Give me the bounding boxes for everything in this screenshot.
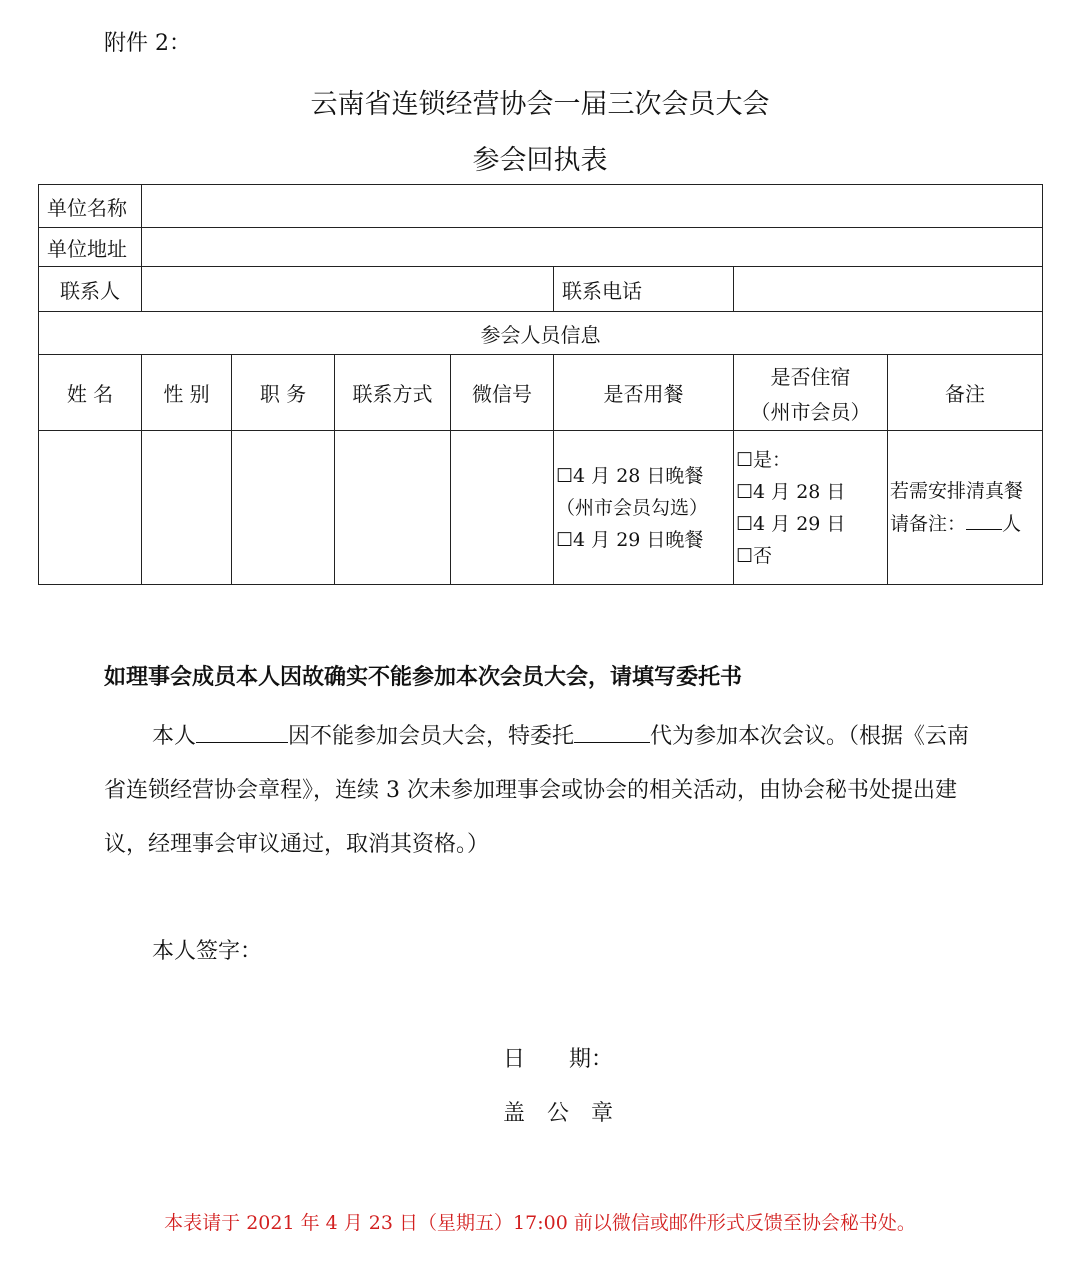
row-unit-address — [39, 228, 1043, 267]
contact-phone-label: 联系电话 — [554, 267, 734, 312]
contact-person-label: 联系人 — [39, 267, 142, 312]
remark-count-suffix: 人 — [1002, 513, 1022, 535]
document-subtitle: 参会回执表 — [472, 145, 608, 176]
col-header-remark: 备注 — [888, 355, 1043, 431]
attendee-position-cell[interactable] — [232, 431, 335, 585]
document-title: 云南省连锁经营协会一届三次会员大会 — [310, 89, 770, 120]
attendee-wechat-cell[interactable] — [451, 431, 554, 585]
remark-count-line — [890, 507, 1042, 540]
lodging-option-apr28[interactable]: ☐4 月 28 日 — [736, 480, 846, 503]
remark-halal-line: 若需安排清真餐 — [890, 480, 1024, 502]
attendee-gender-cell[interactable] — [142, 431, 232, 585]
proxy-body — [104, 710, 984, 872]
meal-option-apr28[interactable]: ☐4 月 28 日晚餐 — [556, 464, 704, 487]
col-header-position: 职 务 — [232, 355, 335, 431]
contact-phone-field[interactable] — [734, 267, 1043, 312]
proxy-text-3: 代为参加本次会议。（根据《云南省连锁经营协会章程》，连续 3 次未参加理事会或协会的相关活动，由协会秘书处提出建议，经理事会审议通过，取消其资格。） — [104, 724, 970, 857]
row-column-headers — [39, 355, 1043, 431]
lodging-option-yes[interactable]: ☐是： — [736, 448, 792, 471]
lodging-option-no[interactable]: ☐否 — [736, 544, 773, 567]
attendee-name-cell[interactable] — [39, 431, 142, 585]
unit-address-label: 单位地址 — [39, 228, 142, 267]
col-header-gender: 性 别 — [142, 355, 232, 431]
meal-option-apr29[interactable]: ☐4 月 29 日晚餐 — [556, 528, 704, 551]
col-header-lodging-line1: 是否住宿 — [770, 364, 851, 389]
contact-person-field[interactable] — [142, 267, 554, 312]
col-header-meal: 是否用餐 — [554, 355, 734, 431]
deadline-notice: 本表请于 2021 年 4 月 23 日（星期五）17:00 前以微信或邮件形式反馈至协会秘书处。 — [164, 1212, 916, 1234]
meal-option-note: （州市会员勾选） — [556, 496, 709, 519]
attachment-label: 附件 2： — [104, 31, 191, 56]
lodging-option-apr29[interactable]: ☐4 月 29 日 — [736, 512, 846, 535]
proxy-self-name-blank[interactable] — [196, 720, 288, 743]
meal-options-cell — [554, 431, 734, 585]
proxy-heading: 如理事会成员本人因故确实不能参加本次会员大会，请填写委托书 — [104, 664, 743, 690]
date-label: 日 期： — [503, 1047, 614, 1072]
col-header-wechat: 微信号 — [451, 355, 554, 431]
remark-count-blank[interactable] — [966, 507, 1002, 530]
col-header-lodging — [734, 355, 888, 431]
seal-label: 盖 公 章 — [503, 1101, 614, 1126]
receipt-form-table — [38, 184, 1043, 585]
row-section-header — [39, 312, 1043, 355]
lodging-options-cell — [734, 431, 888, 585]
row-contact — [39, 267, 1043, 312]
unit-address-field[interactable] — [142, 228, 1043, 267]
col-header-name: 姓 名 — [39, 355, 142, 431]
col-header-lodging-line2: （州市会员） — [750, 399, 871, 424]
unit-name-field[interactable] — [142, 185, 1043, 228]
col-header-contact-method: 联系方式 — [335, 355, 451, 431]
unit-name-label: 单位名称 — [39, 185, 142, 228]
proxy-text-1: 本人 — [152, 724, 197, 749]
attendee-row — [39, 431, 1043, 585]
proxy-delegate-name-blank[interactable] — [574, 720, 650, 743]
signature-label: 本人签字： — [152, 939, 263, 964]
attendee-contact-cell[interactable] — [335, 431, 451, 585]
row-unit-name — [39, 185, 1043, 228]
remark-cell — [888, 431, 1043, 585]
proxy-text-2: 因不能参加会员大会，特委托 — [288, 724, 575, 749]
attendee-info-header: 参会人员信息 — [39, 312, 1043, 355]
remark-count-prefix: 请备注： — [890, 513, 967, 535]
